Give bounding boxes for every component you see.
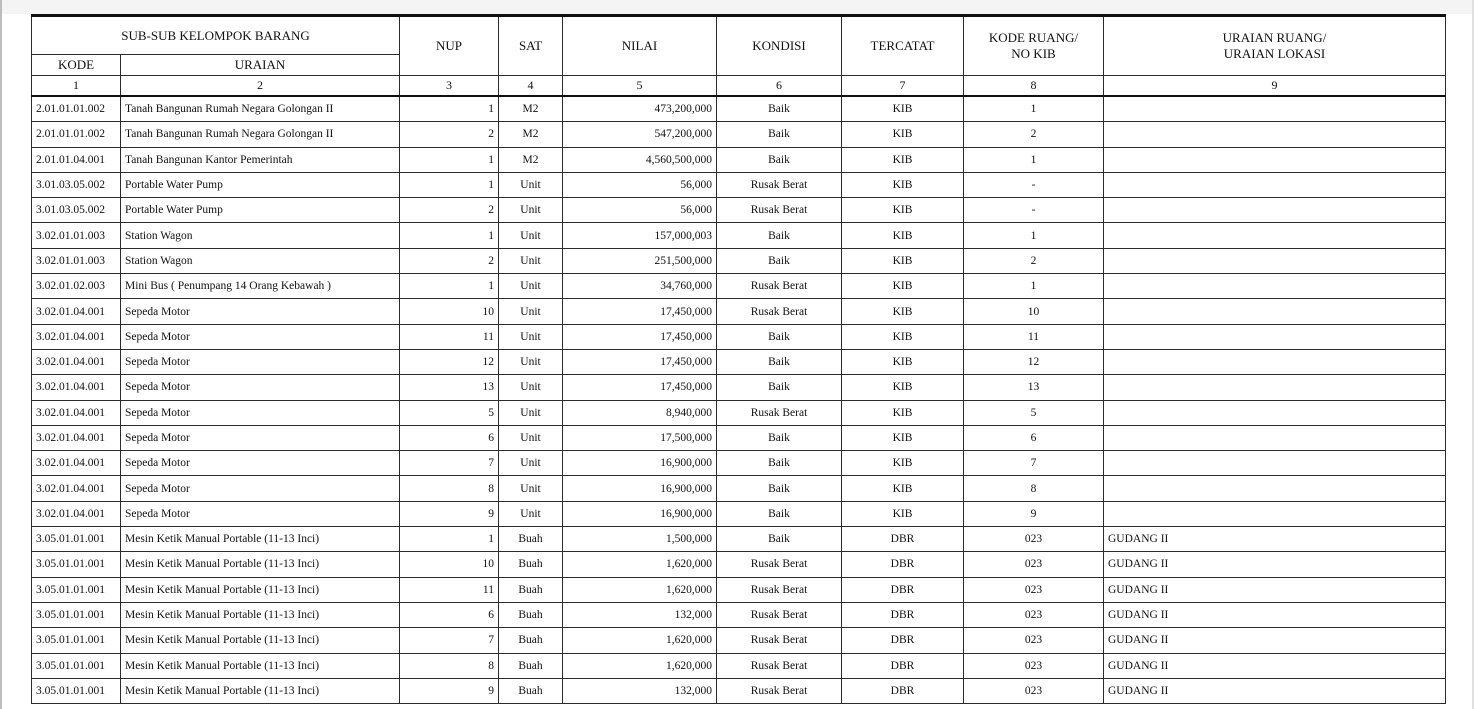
cell-sat: Unit bbox=[499, 501, 563, 526]
cell-uraian: Sepeda Motor bbox=[121, 400, 400, 425]
cell-kode-ruang: 023 bbox=[964, 602, 1104, 627]
cell-nilai: 17,500,000 bbox=[563, 425, 717, 450]
cell-kode: 3.01.03.05.002 bbox=[32, 172, 121, 197]
header-kondisi: KONDISI bbox=[717, 16, 842, 76]
column-number: 6 bbox=[717, 76, 842, 97]
cell-tercatat: KIB bbox=[842, 299, 964, 324]
cell-kondisi: Baik bbox=[717, 96, 842, 122]
header-tercatat: TERCATAT bbox=[842, 16, 964, 76]
cell-kode-ruang: 12 bbox=[964, 349, 1104, 374]
cell-sat: Unit bbox=[499, 375, 563, 400]
cell-nilai: 1,620,000 bbox=[563, 577, 717, 602]
cell-nilai: 132,000 bbox=[563, 602, 717, 627]
cell-kode: 3.05.01.01.001 bbox=[32, 527, 121, 552]
cell-kondisi: Baik bbox=[717, 349, 842, 374]
cell-sat: Unit bbox=[499, 400, 563, 425]
cell-kode: 2.01.01.01.002 bbox=[32, 96, 121, 122]
cell-uraian: Mesin Ketik Manual Portable (11-13 Inci) bbox=[121, 628, 400, 653]
document-top-edge bbox=[0, 0, 1474, 14]
cell-kode: 3.02.01.04.001 bbox=[32, 501, 121, 526]
cell-uraian: Sepeda Motor bbox=[121, 451, 400, 476]
cell-nup: 1 bbox=[400, 223, 499, 248]
cell-kondisi: Rusak Berat bbox=[717, 274, 842, 299]
cell-kondisi: Baik bbox=[717, 527, 842, 552]
cell-kode-ruang: 10 bbox=[964, 299, 1104, 324]
cell-kode: 3.02.01.04.001 bbox=[32, 299, 121, 324]
cell-kode-ruang: 8 bbox=[964, 476, 1104, 501]
cell-kode: 3.02.01.04.001 bbox=[32, 425, 121, 450]
table-row bbox=[32, 602, 1446, 627]
cell-sat: Unit bbox=[499, 299, 563, 324]
cell-nup: 10 bbox=[400, 552, 499, 577]
table-row bbox=[32, 198, 1446, 223]
cell-lokasi bbox=[1104, 400, 1446, 425]
cell-kondisi: Rusak Berat bbox=[717, 299, 842, 324]
cell-nup: 11 bbox=[400, 324, 499, 349]
cell-kondisi: Rusak Berat bbox=[717, 628, 842, 653]
viewer-left-border bbox=[0, 0, 2, 709]
cell-nup: 1 bbox=[400, 274, 499, 299]
cell-kode-ruang: 2 bbox=[964, 248, 1104, 273]
cell-lokasi bbox=[1104, 96, 1446, 122]
cell-sat: Unit bbox=[499, 425, 563, 450]
header-uraian: URAIAN bbox=[121, 55, 400, 76]
cell-nilai: 16,900,000 bbox=[563, 501, 717, 526]
cell-nup: 7 bbox=[400, 451, 499, 476]
cell-uraian: Tanah Bangunan Kantor Pemerintah bbox=[121, 147, 400, 172]
cell-kondisi: Baik bbox=[717, 122, 842, 147]
table-row bbox=[32, 147, 1446, 172]
cell-kode: 3.05.01.01.001 bbox=[32, 552, 121, 577]
cell-kode-ruang: 023 bbox=[964, 527, 1104, 552]
table-row bbox=[32, 527, 1446, 552]
header-nilai: NILAI bbox=[563, 16, 717, 76]
header-nup: NUP bbox=[400, 16, 499, 76]
header-sat: SAT bbox=[499, 16, 563, 76]
cell-lokasi bbox=[1104, 198, 1446, 223]
cell-kondisi: Baik bbox=[717, 425, 842, 450]
cell-tercatat: KIB bbox=[842, 375, 964, 400]
cell-lokasi bbox=[1104, 223, 1446, 248]
cell-nup: 10 bbox=[400, 299, 499, 324]
column-number: 3 bbox=[400, 76, 499, 97]
table-row bbox=[32, 678, 1446, 703]
cell-lokasi: GUDANG II bbox=[1104, 628, 1446, 653]
cell-kondisi: Rusak Berat bbox=[717, 577, 842, 602]
cell-kondisi: Baik bbox=[717, 375, 842, 400]
cell-uraian: Sepeda Motor bbox=[121, 476, 400, 501]
cell-tercatat: KIB bbox=[842, 96, 964, 122]
cell-kondisi: Baik bbox=[717, 476, 842, 501]
cell-nup: 9 bbox=[400, 678, 499, 703]
cell-tercatat: KIB bbox=[842, 198, 964, 223]
cell-kode-ruang: 1 bbox=[964, 147, 1104, 172]
cell-nilai: 34,760,000 bbox=[563, 274, 717, 299]
cell-tercatat: DBR bbox=[842, 602, 964, 627]
cell-sat: Unit bbox=[499, 223, 563, 248]
cell-lokasi bbox=[1104, 451, 1446, 476]
table-row bbox=[32, 299, 1446, 324]
cell-kode: 2.01.01.01.002 bbox=[32, 122, 121, 147]
table-row bbox=[32, 349, 1446, 374]
cell-lokasi bbox=[1104, 122, 1446, 147]
header-uraian-ruang-line2: URAIAN LOKASI bbox=[1223, 46, 1326, 61]
cell-kode-ruang: 1 bbox=[964, 223, 1104, 248]
cell-lokasi bbox=[1104, 248, 1446, 273]
cell-tercatat: DBR bbox=[842, 527, 964, 552]
cell-uraian: Sepeda Motor bbox=[121, 375, 400, 400]
cell-kondisi: Rusak Berat bbox=[717, 602, 842, 627]
cell-sat: Unit bbox=[499, 172, 563, 197]
cell-sat: Buah bbox=[499, 653, 563, 678]
cell-nup: 2 bbox=[400, 122, 499, 147]
cell-nup: 9 bbox=[400, 501, 499, 526]
cell-kode-ruang: 1 bbox=[964, 274, 1104, 299]
cell-nup: 7 bbox=[400, 628, 499, 653]
cell-tercatat: KIB bbox=[842, 122, 964, 147]
cell-tercatat: KIB bbox=[842, 425, 964, 450]
cell-nup: 1 bbox=[400, 172, 499, 197]
cell-kode-ruang: 1 bbox=[964, 96, 1104, 122]
cell-nup: 13 bbox=[400, 375, 499, 400]
cell-lokasi: GUDANG II bbox=[1104, 653, 1446, 678]
cell-kode-ruang: 023 bbox=[964, 653, 1104, 678]
column-number: 9 bbox=[1104, 76, 1446, 97]
table-row bbox=[32, 324, 1446, 349]
cell-tercatat: DBR bbox=[842, 678, 964, 703]
cell-tercatat: DBR bbox=[842, 653, 964, 678]
cell-lokasi bbox=[1104, 172, 1446, 197]
cell-uraian: Tanah Bangunan Rumah Negara Golongan II bbox=[121, 96, 400, 122]
cell-nilai: 1,500,000 bbox=[563, 527, 717, 552]
cell-uraian: Station Wagon bbox=[121, 223, 400, 248]
cell-lokasi bbox=[1104, 349, 1446, 374]
cell-lokasi: GUDANG II bbox=[1104, 602, 1446, 627]
cell-uraian: Sepeda Motor bbox=[121, 349, 400, 374]
header-kode: KODE bbox=[32, 55, 121, 76]
table-row bbox=[32, 476, 1446, 501]
table-row bbox=[32, 223, 1446, 248]
cell-lokasi: GUDANG II bbox=[1104, 678, 1446, 703]
table-row bbox=[32, 628, 1446, 653]
cell-nup: 2 bbox=[400, 198, 499, 223]
cell-nilai: 132,000 bbox=[563, 678, 717, 703]
cell-tercatat: KIB bbox=[842, 274, 964, 299]
cell-nilai: 473,200,000 bbox=[563, 96, 717, 122]
header-kode-ruang-line2: NO KIB bbox=[1011, 46, 1056, 61]
cell-kode: 3.05.01.01.001 bbox=[32, 653, 121, 678]
cell-kode-ruang: 5 bbox=[964, 400, 1104, 425]
cell-nup: 8 bbox=[400, 476, 499, 501]
cell-sat: Unit bbox=[499, 324, 563, 349]
table-row bbox=[32, 501, 1446, 526]
cell-nilai: 17,450,000 bbox=[563, 349, 717, 374]
cell-nilai: 16,900,000 bbox=[563, 451, 717, 476]
column-number: 7 bbox=[842, 76, 964, 97]
cell-lokasi bbox=[1104, 375, 1446, 400]
cell-tercatat: KIB bbox=[842, 349, 964, 374]
cell-nilai: 17,450,000 bbox=[563, 375, 717, 400]
cell-tercatat: KIB bbox=[842, 476, 964, 501]
cell-kondisi: Baik bbox=[717, 324, 842, 349]
cell-tercatat: DBR bbox=[842, 628, 964, 653]
table-header bbox=[32, 16, 1446, 97]
cell-lokasi: GUDANG II bbox=[1104, 577, 1446, 602]
cell-nilai: 157,000,003 bbox=[563, 223, 717, 248]
cell-tercatat: DBR bbox=[842, 552, 964, 577]
table-row bbox=[32, 425, 1446, 450]
cell-nilai: 56,000 bbox=[563, 172, 717, 197]
table-row bbox=[32, 653, 1446, 678]
cell-sat: Unit bbox=[499, 274, 563, 299]
table-row bbox=[32, 248, 1446, 273]
cell-uraian: Mesin Ketik Manual Portable (11-13 Inci) bbox=[121, 577, 400, 602]
cell-kode: 3.05.01.01.001 bbox=[32, 577, 121, 602]
cell-kode-ruang: - bbox=[964, 198, 1104, 223]
cell-kode-ruang: 023 bbox=[964, 552, 1104, 577]
header-kode-ruang-line1: KODE RUANG/ bbox=[988, 30, 1079, 45]
cell-sat: Buah bbox=[499, 577, 563, 602]
cell-uraian: Sepeda Motor bbox=[121, 501, 400, 526]
cell-lokasi: GUDANG II bbox=[1104, 552, 1446, 577]
cell-sat: M2 bbox=[499, 147, 563, 172]
table-body bbox=[32, 96, 1446, 704]
cell-kondisi: Baik bbox=[717, 451, 842, 476]
cell-nilai: 251,500,000 bbox=[563, 248, 717, 273]
cell-kondisi: Baik bbox=[717, 501, 842, 526]
table-row bbox=[32, 375, 1446, 400]
table-row bbox=[32, 400, 1446, 425]
cell-kode: 3.05.01.01.001 bbox=[32, 602, 121, 627]
cell-tercatat: KIB bbox=[842, 501, 964, 526]
cell-lokasi bbox=[1104, 501, 1446, 526]
cell-kondisi: Rusak Berat bbox=[717, 678, 842, 703]
cell-nup: 12 bbox=[400, 349, 499, 374]
cell-sat: Unit bbox=[499, 451, 563, 476]
table-row bbox=[32, 577, 1446, 602]
cell-kondisi: Baik bbox=[717, 223, 842, 248]
cell-nup: 1 bbox=[400, 96, 499, 122]
inventory-table bbox=[31, 14, 1446, 704]
cell-kondisi: Rusak Berat bbox=[717, 198, 842, 223]
cell-kode: 3.02.01.04.001 bbox=[32, 375, 121, 400]
cell-uraian: Sepeda Motor bbox=[121, 425, 400, 450]
cell-nilai: 4,560,500,000 bbox=[563, 147, 717, 172]
cell-lokasi: GUDANG II bbox=[1104, 527, 1446, 552]
cell-tercatat: KIB bbox=[842, 400, 964, 425]
cell-kode-ruang: 023 bbox=[964, 577, 1104, 602]
column-number: 4 bbox=[499, 76, 563, 97]
cell-kondisi: Rusak Berat bbox=[717, 400, 842, 425]
cell-kode: 3.02.01.04.001 bbox=[32, 400, 121, 425]
cell-nup: 1 bbox=[400, 147, 499, 172]
cell-nup: 2 bbox=[400, 248, 499, 273]
cell-sat: Unit bbox=[499, 248, 563, 273]
cell-kode: 3.01.03.05.002 bbox=[32, 198, 121, 223]
table-row bbox=[32, 96, 1446, 122]
cell-tercatat: KIB bbox=[842, 223, 964, 248]
table-row bbox=[32, 274, 1446, 299]
cell-kode: 3.02.01.04.001 bbox=[32, 451, 121, 476]
cell-sat: Unit bbox=[499, 198, 563, 223]
cell-nilai: 56,000 bbox=[563, 198, 717, 223]
cell-lokasi bbox=[1104, 324, 1446, 349]
cell-kondisi: Rusak Berat bbox=[717, 172, 842, 197]
cell-kode: 3.02.01.04.001 bbox=[32, 324, 121, 349]
column-number: 1 bbox=[32, 76, 121, 97]
cell-tercatat: KIB bbox=[842, 172, 964, 197]
cell-sat: Buah bbox=[499, 527, 563, 552]
cell-kode-ruang: 2 bbox=[964, 122, 1104, 147]
cell-kode: 3.02.01.01.003 bbox=[32, 223, 121, 248]
cell-sat: M2 bbox=[499, 122, 563, 147]
table-row bbox=[32, 451, 1446, 476]
cell-sat: Unit bbox=[499, 476, 563, 501]
cell-sat: Unit bbox=[499, 349, 563, 374]
cell-lokasi bbox=[1104, 299, 1446, 324]
cell-uraian: Mesin Ketik Manual Portable (11-13 Inci) bbox=[121, 527, 400, 552]
cell-nilai: 16,900,000 bbox=[563, 476, 717, 501]
cell-sat: M2 bbox=[499, 96, 563, 122]
cell-kode: 3.05.01.01.001 bbox=[32, 678, 121, 703]
cell-kode-ruang: 9 bbox=[964, 501, 1104, 526]
cell-kode-ruang: 6 bbox=[964, 425, 1104, 450]
cell-tercatat: KIB bbox=[842, 147, 964, 172]
cell-tercatat: KIB bbox=[842, 248, 964, 273]
cell-kondisi: Baik bbox=[717, 147, 842, 172]
table-row bbox=[32, 122, 1446, 147]
header-uraian-ruang bbox=[1104, 16, 1446, 76]
column-number: 2 bbox=[121, 76, 400, 97]
column-number: 8 bbox=[964, 76, 1104, 97]
cell-kode-ruang: 023 bbox=[964, 678, 1104, 703]
cell-kode-ruang: 7 bbox=[964, 451, 1104, 476]
cell-nup: 11 bbox=[400, 577, 499, 602]
cell-kondisi: Baik bbox=[717, 248, 842, 273]
cell-tercatat: KIB bbox=[842, 451, 964, 476]
cell-kode: 3.02.01.02.003 bbox=[32, 274, 121, 299]
cell-nilai: 1,620,000 bbox=[563, 653, 717, 678]
table-row bbox=[32, 552, 1446, 577]
cell-uraian: Mesin Ketik Manual Portable (11-13 Inci) bbox=[121, 602, 400, 627]
cell-uraian: Mesin Ketik Manual Portable (11-13 Inci) bbox=[121, 678, 400, 703]
cell-uraian: Sepeda Motor bbox=[121, 299, 400, 324]
cell-nilai: 1,620,000 bbox=[563, 552, 717, 577]
cell-kode: 3.05.01.01.001 bbox=[32, 628, 121, 653]
cell-nup: 6 bbox=[400, 602, 499, 627]
cell-uraian: Mesin Ketik Manual Portable (11-13 Inci) bbox=[121, 653, 400, 678]
cell-nilai: 17,450,000 bbox=[563, 324, 717, 349]
table-row bbox=[32, 172, 1446, 197]
cell-kode-ruang: 023 bbox=[964, 628, 1104, 653]
cell-nup: 8 bbox=[400, 653, 499, 678]
header-uraian-ruang-line1: URAIAN RUANG/ bbox=[1222, 30, 1327, 45]
cell-sat: Buah bbox=[499, 678, 563, 703]
cell-sat: Buah bbox=[499, 602, 563, 627]
header-kode-ruang bbox=[964, 16, 1104, 76]
cell-uraian: Mini Bus ( Penumpang 14 Orang Kebawah ) bbox=[121, 274, 400, 299]
cell-uraian: Tanah Bangunan Rumah Negara Golongan II bbox=[121, 122, 400, 147]
cell-nup: 5 bbox=[400, 400, 499, 425]
cell-kode: 3.02.01.01.003 bbox=[32, 248, 121, 273]
cell-uraian: Portable Water Pump bbox=[121, 198, 400, 223]
header-group-title: SUB-SUB KELOMPOK BARANG bbox=[32, 16, 400, 55]
cell-kondisi: Rusak Berat bbox=[717, 552, 842, 577]
cell-nilai: 547,200,000 bbox=[563, 122, 717, 147]
cell-lokasi bbox=[1104, 147, 1446, 172]
cell-kondisi: Rusak Berat bbox=[717, 653, 842, 678]
cell-nilai: 8,940,000 bbox=[563, 400, 717, 425]
cell-tercatat: KIB bbox=[842, 324, 964, 349]
cell-nilai: 17,450,000 bbox=[563, 299, 717, 324]
cell-kode-ruang: 11 bbox=[964, 324, 1104, 349]
cell-nup: 6 bbox=[400, 425, 499, 450]
cell-uraian: Sepeda Motor bbox=[121, 324, 400, 349]
cell-sat: Buah bbox=[499, 628, 563, 653]
cell-uraian: Mesin Ketik Manual Portable (11-13 Inci) bbox=[121, 552, 400, 577]
cell-kode: 2.01.01.04.001 bbox=[32, 147, 121, 172]
cell-sat: Buah bbox=[499, 552, 563, 577]
cell-kode-ruang: - bbox=[964, 172, 1104, 197]
cell-lokasi bbox=[1104, 274, 1446, 299]
cell-uraian: Station Wagon bbox=[121, 248, 400, 273]
cell-tercatat: DBR bbox=[842, 577, 964, 602]
cell-nup: 1 bbox=[400, 527, 499, 552]
cell-lokasi bbox=[1104, 476, 1446, 501]
cell-kode: 3.02.01.04.001 bbox=[32, 476, 121, 501]
cell-kode-ruang: 13 bbox=[964, 375, 1104, 400]
cell-uraian: Portable Water Pump bbox=[121, 172, 400, 197]
cell-lokasi bbox=[1104, 425, 1446, 450]
cell-nilai: 1,620,000 bbox=[563, 628, 717, 653]
cell-kode: 3.02.01.04.001 bbox=[32, 349, 121, 374]
column-number: 5 bbox=[563, 76, 717, 97]
